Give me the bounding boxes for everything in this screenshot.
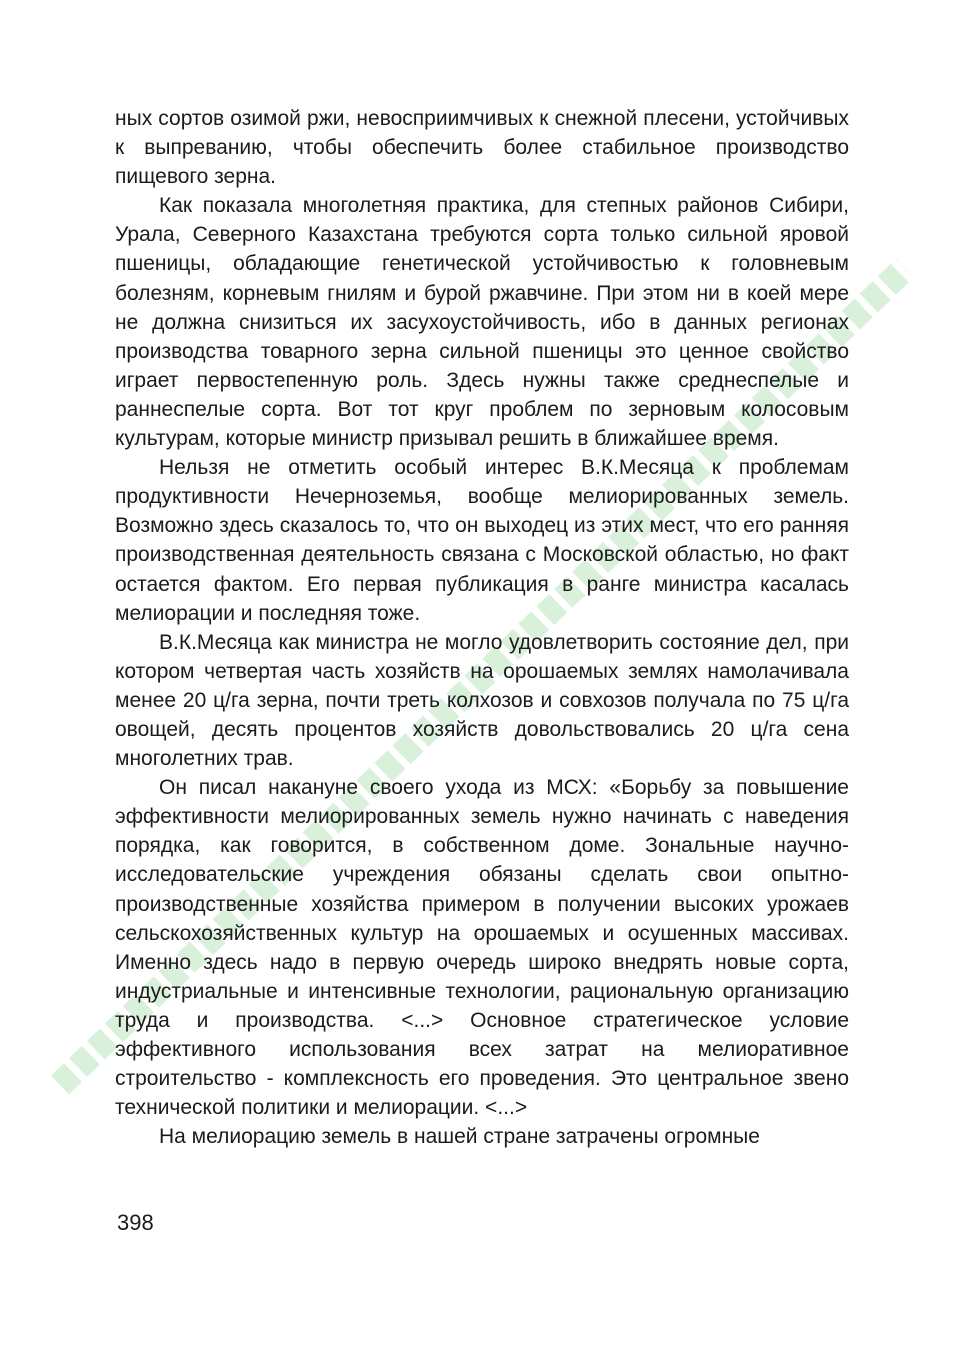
paragraph-2: Как показала многолетняя практика, для степных районов Сибири, Урала, Северного Казахстана требуются сорта только сильной яровой пшеницы, обладающие генетической устойчивостью к головневым болезням, корневым гнилям и бурой ржавчине. При этом ни в коей мере не должна снизиться их засухоустойчивость, ибо в данных регионах производства товарного зерна сильной пшеницы это ценное свойство играет первостепенную роль. Здесь нужны также среднеспелые и раннеспелые сорта. Вот тот круг проблем по зерновым колосовым культурам, которые министр призывал решить в ближайшее время. [115,194,849,451]
page-number: 398 [117,1210,154,1235]
paragraph-4: В.К.Месяца как министра не могло удовлетворить состояние дел, при котором четвертая часть хозяйств на орошаемых землях намолачивала менее 20 ц/га зерна, почти треть колхозов и совхозов получала по 75 ц/га овощей, десять процентов хозяйств довольствовались 20 ц/га сена многолетних трав. [115,630,849,771]
document-body [115,104,849,1151]
paragraph-3: Нельзя не отметить особый интерес В.К.Месяца к проблемам продуктивности Нечерноземья, вообще мелиорированных земель. Возможно здесь сказалось то, что он выходец из этих мест, что его ранняя производственная деятельность связана с Московской областью, но факт остается фактом. Его первая публикация в ранге министра касалась мелиорации и последняя тоже. [115,456,849,625]
paragraph-6: На мелиорацию земель в нашей стране затрачены огромные [159,1125,760,1149]
paragraph-1: ных сортов озимой ржи, невосприимчивых к снежной плесени, устойчивых к выпреванию, чтобы обеспечить более стабильное производство пищевого зерна. [115,107,849,189]
paragraph-5: Он писал накануне своего ухода из МСХ: «Борьбу за повышение эффективности мелиорированных земель нужно начинать с наведения порядка, как говорится, в собственном доме. Зональные научно-исследовательские учреждения обязаны сделать свои опытно-производственные хозяйства примером в получении высоких урожаев сельскохозяйственных культур на орошаемых и осушенных массивах. Именно здесь надо в первую очередь широко внедрять новые сорта, индустриальные и интенсивные технологии, рациональную организацию труда и производства. <...> Основное стратегическое условие эффективного использования всех затрат на мелиоративное строительство - комплексность его проведения. Это центральное звено технической политики и мелиорации. <...> [115,776,849,1120]
